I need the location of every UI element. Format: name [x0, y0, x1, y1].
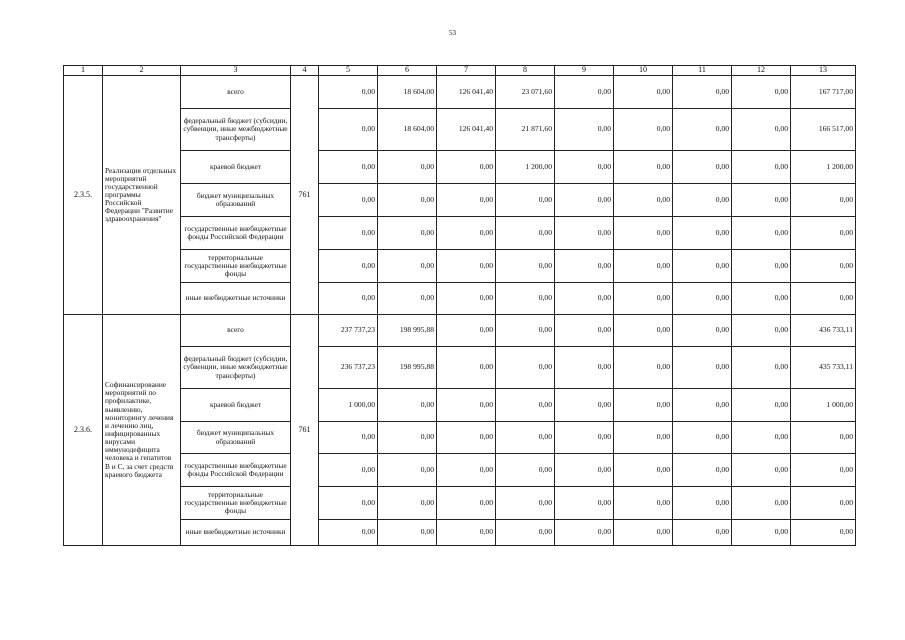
amount-value: 0,00 — [732, 250, 791, 283]
amount-value: 0,00 — [319, 520, 378, 546]
total-value: 0,00 — [791, 283, 856, 315]
amount-value: 0,00 — [732, 76, 791, 109]
column-number-3: 3 — [181, 66, 291, 76]
page-number: 53 — [449, 29, 456, 37]
amount-value: 0,00 — [319, 250, 378, 283]
column-number-12: 12 — [732, 66, 791, 76]
funding-source: территориальные государственные внебюджетные фонды — [181, 487, 291, 520]
table-row — [64, 454, 856, 487]
amount-value: 0,00 — [673, 422, 732, 454]
funding-source: краевой бюджет — [181, 151, 291, 184]
amount-value: 0,00 — [614, 389, 673, 422]
amount-value: 0,00 — [673, 76, 732, 109]
table-row — [64, 184, 856, 217]
amount-value: 0,00 — [614, 487, 673, 520]
table-row — [64, 283, 856, 315]
amount-value: 0,00 — [732, 184, 791, 217]
amount-value: 0,00 — [614, 315, 673, 347]
amount-value: 0,00 — [496, 520, 555, 546]
amount-value: 0,00 — [378, 389, 437, 422]
column-number-4: 4 — [291, 66, 319, 76]
amount-value: 0,00 — [673, 315, 732, 347]
amount-value: 0,00 — [732, 283, 791, 315]
amount-value: 0,00 — [732, 389, 791, 422]
table-row — [64, 315, 856, 347]
amount-value: 0,00 — [496, 184, 555, 217]
funding-source: государственные внебюджетные фонды Российской Федерации — [181, 217, 291, 250]
item-name: Софинансирование мероприятий по профилактике, выявлению, мониторингу лечения и лечению лиц, инфицированных вирусами иммунодефицита человека и гепатитов B и C, за счет средств краевого бюджета — [103, 315, 181, 546]
amount-value: 0,00 — [555, 250, 614, 283]
amount-value: 0,00 — [496, 454, 555, 487]
total-value: 166 517,00 — [791, 109, 856, 151]
amount-value: 0,00 — [437, 184, 496, 217]
amount-value: 0,00 — [555, 422, 614, 454]
amount-value: 0,00 — [555, 520, 614, 546]
amount-value: 0,00 — [673, 389, 732, 422]
amount-value: 0,00 — [673, 184, 732, 217]
amount-value: 0,00 — [319, 217, 378, 250]
amount-value: 0,00 — [319, 184, 378, 217]
amount-value: 0,00 — [555, 217, 614, 250]
amount-value: 0,00 — [319, 109, 378, 151]
amount-value: 0,00 — [614, 422, 673, 454]
amount-value: 18 604,00 — [378, 76, 437, 109]
amount-value: 0,00 — [614, 217, 673, 250]
total-value: 0,00 — [791, 250, 856, 283]
amount-value: 0,00 — [614, 184, 673, 217]
total-value: 0,00 — [791, 184, 856, 217]
amount-value: 18 604,00 — [378, 109, 437, 151]
amount-value: 0,00 — [437, 454, 496, 487]
funding-source: государственные внебюджетные фонды Российской Федерации — [181, 454, 291, 487]
table-row — [64, 250, 856, 283]
amount-value: 198 995,88 — [378, 315, 437, 347]
amount-value: 0,00 — [673, 109, 732, 151]
amount-value: 0,00 — [732, 487, 791, 520]
amount-value: 0,00 — [673, 454, 732, 487]
funding-source: краевой бюджет — [181, 389, 291, 422]
column-number-1: 1 — [64, 66, 103, 76]
amount-value: 0,00 — [614, 347, 673, 389]
amount-value: 0,00 — [437, 347, 496, 389]
amount-value: 0,00 — [732, 520, 791, 546]
amount-value: 0,00 — [496, 389, 555, 422]
grbs-code: 761 — [291, 76, 319, 315]
column-number-6: 6 — [378, 66, 437, 76]
amount-value: 21 871,60 — [496, 109, 555, 151]
amount-value: 0,00 — [378, 151, 437, 184]
amount-value: 0,00 — [673, 151, 732, 184]
amount-value: 0,00 — [378, 250, 437, 283]
amount-value: 0,00 — [496, 217, 555, 250]
amount-value: 0,00 — [496, 250, 555, 283]
budget-table — [63, 65, 856, 546]
total-value: 0,00 — [791, 520, 856, 546]
amount-value: 0,00 — [496, 422, 555, 454]
amount-value: 0,00 — [732, 151, 791, 184]
amount-value: 0,00 — [614, 151, 673, 184]
amount-value: 0,00 — [319, 76, 378, 109]
column-number-8: 8 — [496, 66, 555, 76]
funding-source: всего — [181, 76, 291, 109]
total-value: 0,00 — [791, 454, 856, 487]
column-number-5: 5 — [319, 66, 378, 76]
amount-value: 0,00 — [378, 283, 437, 315]
funding-source: бюджет муниципальных образований — [181, 422, 291, 454]
amount-value: 0,00 — [614, 76, 673, 109]
amount-value: 0,00 — [614, 250, 673, 283]
amount-value: 0,00 — [437, 422, 496, 454]
amount-value: 0,00 — [437, 151, 496, 184]
amount-value: 1 200,00 — [496, 151, 555, 184]
amount-value: 0,00 — [437, 250, 496, 283]
amount-value: 0,00 — [614, 283, 673, 315]
amount-value: 0,00 — [614, 520, 673, 546]
funding-source: территориальные государственные внебюджетные фонды — [181, 250, 291, 283]
column-number-10: 10 — [614, 66, 673, 76]
amount-value: 0,00 — [614, 454, 673, 487]
item-name: Реализация отдельных мероприятий государственной программы Российской Федерации "Развитие здравоохранения" — [103, 76, 181, 315]
column-number-11: 11 — [673, 66, 732, 76]
table-row — [64, 422, 856, 454]
amount-value: 0,00 — [437, 315, 496, 347]
funding-source: всего — [181, 315, 291, 347]
amount-value: 0,00 — [496, 487, 555, 520]
table-row — [64, 520, 856, 546]
amount-value: 0,00 — [496, 315, 555, 347]
total-value: 1 200,00 — [791, 151, 856, 184]
amount-value: 0,00 — [378, 422, 437, 454]
total-value: 0,00 — [791, 487, 856, 520]
item-code: 2.3.5. — [64, 76, 103, 315]
amount-value: 0,00 — [437, 217, 496, 250]
amount-value: 0,00 — [555, 109, 614, 151]
total-value: 436 733,11 — [791, 315, 856, 347]
column-number-13: 13 — [791, 66, 856, 76]
amount-value: 0,00 — [437, 389, 496, 422]
amount-value: 0,00 — [673, 217, 732, 250]
amount-value: 0,00 — [319, 151, 378, 184]
item-code: 2.3.6. — [64, 315, 103, 546]
table-row — [64, 389, 856, 422]
amount-value: 0,00 — [732, 347, 791, 389]
amount-value: 0,00 — [378, 184, 437, 217]
total-value: 0,00 — [791, 422, 856, 454]
amount-value: 0,00 — [319, 487, 378, 520]
amount-value: 0,00 — [732, 422, 791, 454]
funding-source: федеральный бюджет (субсидии, субвенции, иные межбюджетные трансферты) — [181, 109, 291, 151]
amount-value: 0,00 — [555, 454, 614, 487]
amount-value: 237 737,23 — [319, 315, 378, 347]
amount-value: 0,00 — [614, 109, 673, 151]
amount-value: 0,00 — [673, 347, 732, 389]
total-value: 1 000,00 — [791, 389, 856, 422]
amount-value: 0,00 — [555, 347, 614, 389]
funding-source: иные внебюджетные источники — [181, 283, 291, 315]
amount-value: 0,00 — [732, 454, 791, 487]
amount-value: 0,00 — [673, 487, 732, 520]
amount-value: 0,00 — [555, 184, 614, 217]
amount-value: 0,00 — [555, 76, 614, 109]
amount-value: 0,00 — [555, 283, 614, 315]
amount-value: 0,00 — [673, 283, 732, 315]
amount-value: 126 041,40 — [437, 76, 496, 109]
funding-source: иные внебюджетные источники — [181, 520, 291, 546]
amount-value: 0,00 — [555, 487, 614, 520]
amount-value: 1 000,00 — [319, 389, 378, 422]
amount-value: 0,00 — [732, 315, 791, 347]
amount-value: 0,00 — [555, 315, 614, 347]
amount-value: 0,00 — [437, 487, 496, 520]
amount-value: 198 995,88 — [378, 347, 437, 389]
amount-value: 0,00 — [496, 347, 555, 389]
amount-value: 0,00 — [319, 422, 378, 454]
amount-value: 0,00 — [496, 283, 555, 315]
amount-value: 23 071,60 — [496, 76, 555, 109]
column-number-9: 9 — [555, 66, 614, 76]
table-row — [64, 109, 856, 151]
amount-value: 0,00 — [555, 151, 614, 184]
budget-table-body — [64, 66, 856, 546]
amount-value: 0,00 — [378, 454, 437, 487]
funding-source: бюджет муниципальных образований — [181, 184, 291, 217]
column-number-row — [64, 66, 856, 76]
amount-value: 0,00 — [319, 283, 378, 315]
amount-value: 0,00 — [732, 109, 791, 151]
amount-value: 0,00 — [437, 520, 496, 546]
amount-value: 0,00 — [319, 454, 378, 487]
amount-value: 0,00 — [555, 389, 614, 422]
table-row — [64, 347, 856, 389]
total-value: 0,00 — [791, 217, 856, 250]
table-row — [64, 217, 856, 250]
amount-value: 0,00 — [378, 217, 437, 250]
amount-value: 0,00 — [378, 487, 437, 520]
table-row — [64, 76, 856, 109]
table-row — [64, 151, 856, 184]
table-row — [64, 487, 856, 520]
amount-value: 0,00 — [437, 283, 496, 315]
column-number-2: 2 — [103, 66, 181, 76]
total-value: 435 733,11 — [791, 347, 856, 389]
amount-value: 0,00 — [673, 250, 732, 283]
funding-source: федеральный бюджет (субсидии, субвенции, иные межбюджетные трансферты) — [181, 347, 291, 389]
column-number-7: 7 — [437, 66, 496, 76]
amount-value: 0,00 — [378, 520, 437, 546]
amount-value: 236 737,23 — [319, 347, 378, 389]
amount-value: 0,00 — [673, 520, 732, 546]
total-value: 167 717,00 — [791, 76, 856, 109]
amount-value: 0,00 — [732, 217, 791, 250]
amount-value: 126 041,40 — [437, 109, 496, 151]
grbs-code: 761 — [291, 315, 319, 546]
